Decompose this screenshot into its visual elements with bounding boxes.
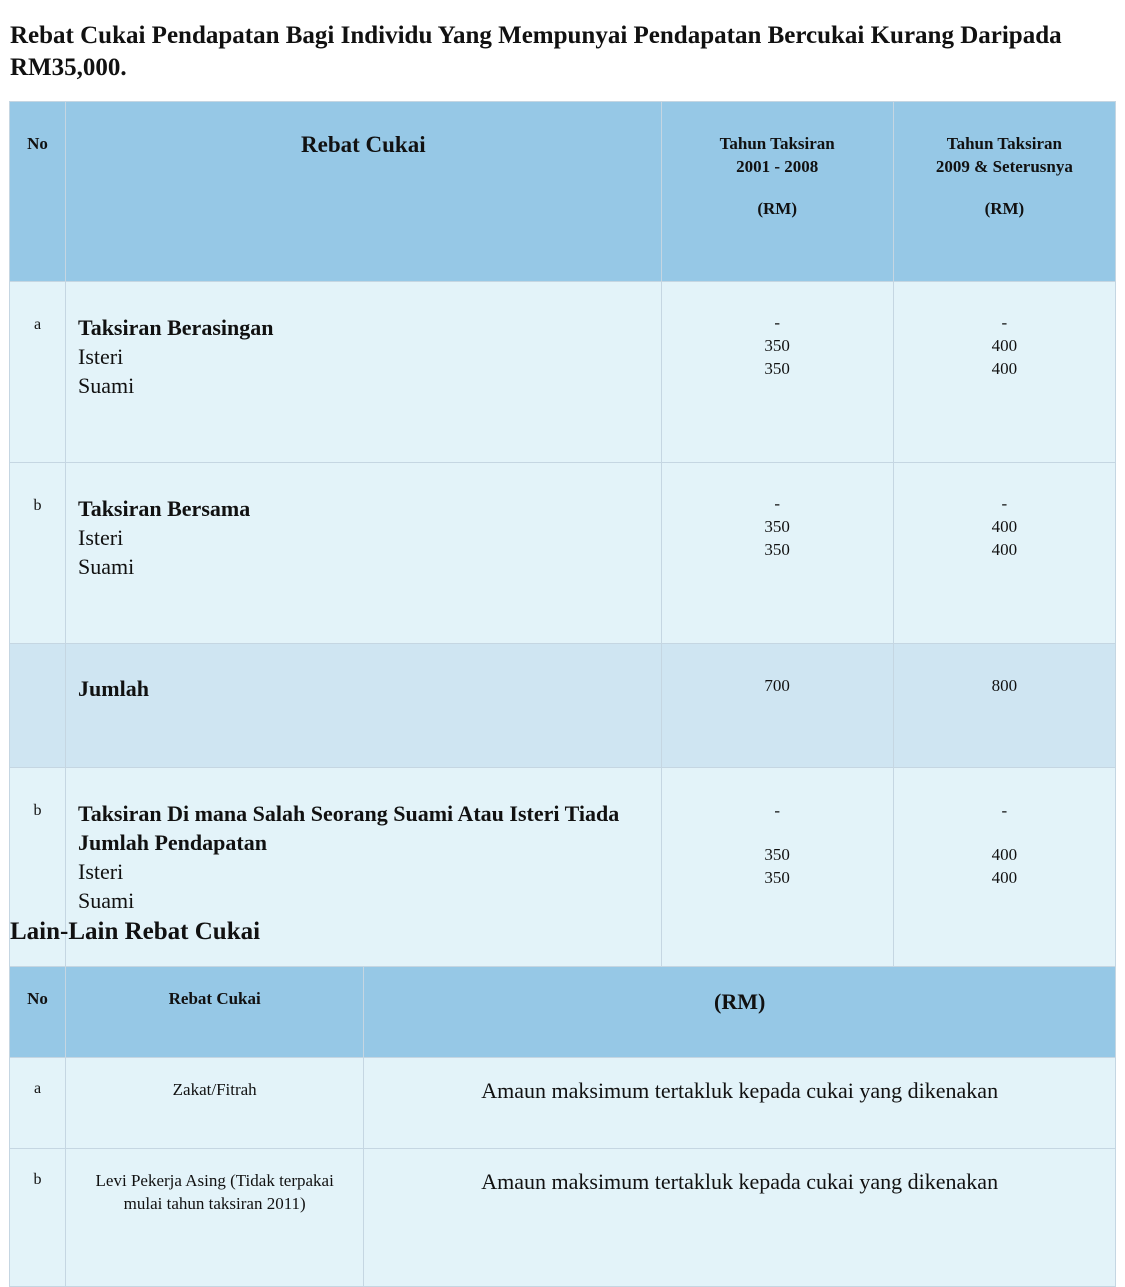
value-isteri: 400 — [991, 517, 1018, 536]
header-year2-line1: Tahun Taksiran — [946, 134, 1062, 153]
header-year-2001-2008 — [661, 102, 893, 282]
section-title: Lain-Lain Rebat Cukai — [10, 918, 261, 945]
value-isteri: 400 — [991, 845, 1018, 864]
page-title: Rebat Cukai Pendapatan Bagi Individu Yang Mempunyai Pendapatan Bercukai Kurang Daripada RM35,000. — [10, 22, 1062, 81]
row-no: a — [10, 282, 66, 463]
header-no: No — [10, 967, 66, 1058]
row-label — [66, 282, 662, 463]
header-rm: (RM) — [364, 967, 1116, 1058]
row-no: b — [10, 463, 66, 644]
rebate-item: Levi Pekerja Asing (Tidak terpakai mulai tahun taksiran 2011) — [66, 1149, 364, 1287]
row-value-year1 — [661, 463, 893, 644]
row-line-suami: Suami — [78, 554, 135, 579]
row-heading: Taksiran Berasingan — [78, 315, 274, 340]
header-no: No — [10, 102, 66, 282]
row-line-isteri: Isteri — [78, 525, 124, 550]
row-no — [10, 644, 66, 768]
row-value-year2 — [893, 463, 1115, 644]
value-isteri: 350 — [764, 336, 790, 355]
rebate-table — [9, 101, 1116, 1102]
header-year1-unit: (RM) — [757, 199, 797, 218]
value-isteri: 400 — [991, 336, 1018, 355]
value-heading: - — [774, 313, 781, 332]
total-value-year2 — [893, 644, 1115, 768]
table-row — [10, 1058, 1116, 1149]
header-year1-line1: Tahun Taksiran — [719, 134, 835, 153]
total-amount: 700 — [764, 676, 790, 695]
header-year-2009-onwards — [893, 102, 1115, 282]
table-row — [10, 282, 1116, 463]
value-heading: - — [774, 494, 781, 513]
row-heading: Taksiran Bersama — [78, 496, 251, 521]
row-line-isteri: Isteri — [78, 344, 124, 369]
table-row — [10, 463, 1116, 644]
header-rebat-cukai: Rebat Cukai — [66, 967, 364, 1058]
value-suami: 400 — [991, 540, 1018, 559]
row-line-suami: Suami — [78, 888, 135, 913]
value-suami: 350 — [764, 540, 790, 559]
header-year2-unit: (RM) — [984, 199, 1025, 218]
header-year2-line2: 2009 & Seterusnya — [935, 157, 1073, 176]
header-year1-line2: 2001 - 2008 — [736, 157, 819, 176]
row-no: b — [10, 768, 66, 978]
row-line-suami: Suami — [78, 373, 135, 398]
row-no: a — [10, 1058, 66, 1149]
row-heading: Taksiran Di mana Salah Seorang Suami Atau Isteri Tiada Jumlah Pendapatan — [78, 801, 620, 855]
value-suami: 400 — [991, 359, 1018, 378]
total-amount: 800 — [991, 676, 1018, 695]
header-rebat-cukai: Rebat Cukai — [66, 102, 662, 282]
row-value-year2 — [893, 282, 1115, 463]
value-suami: 350 — [764, 359, 790, 378]
row-label — [66, 463, 662, 644]
row-value-year1 — [661, 768, 893, 978]
value-suami: 350 — [764, 868, 790, 887]
table-header-row — [10, 102, 1116, 282]
table-header-row — [10, 967, 1116, 1058]
value-heading: - — [1001, 313, 1008, 332]
total-value-year1 — [661, 644, 893, 768]
row-line-isteri: Isteri — [78, 859, 124, 884]
other-rebates-table — [9, 966, 1116, 1287]
row-no: b — [10, 1149, 66, 1287]
total-label: Jumlah — [78, 676, 149, 701]
table-row — [10, 1149, 1116, 1287]
total-row — [10, 644, 1116, 768]
row-value-year2 — [893, 768, 1115, 978]
value-suami: 400 — [991, 868, 1018, 887]
value-heading: - — [1001, 801, 1008, 820]
value-heading: - — [1001, 494, 1008, 513]
rebate-item: Zakat/Fitrah — [66, 1058, 364, 1149]
value-heading: - — [774, 801, 781, 820]
value-isteri: 350 — [764, 845, 790, 864]
row-value-year1 — [661, 282, 893, 463]
row-label — [66, 644, 662, 768]
rebate-amount: Amaun maksimum tertakluk kepada cukai yang dikenakan — [364, 1058, 1116, 1149]
value-isteri: 350 — [764, 517, 790, 536]
rebate-amount: Amaun maksimum tertakluk kepada cukai yang dikenakan — [364, 1149, 1116, 1287]
